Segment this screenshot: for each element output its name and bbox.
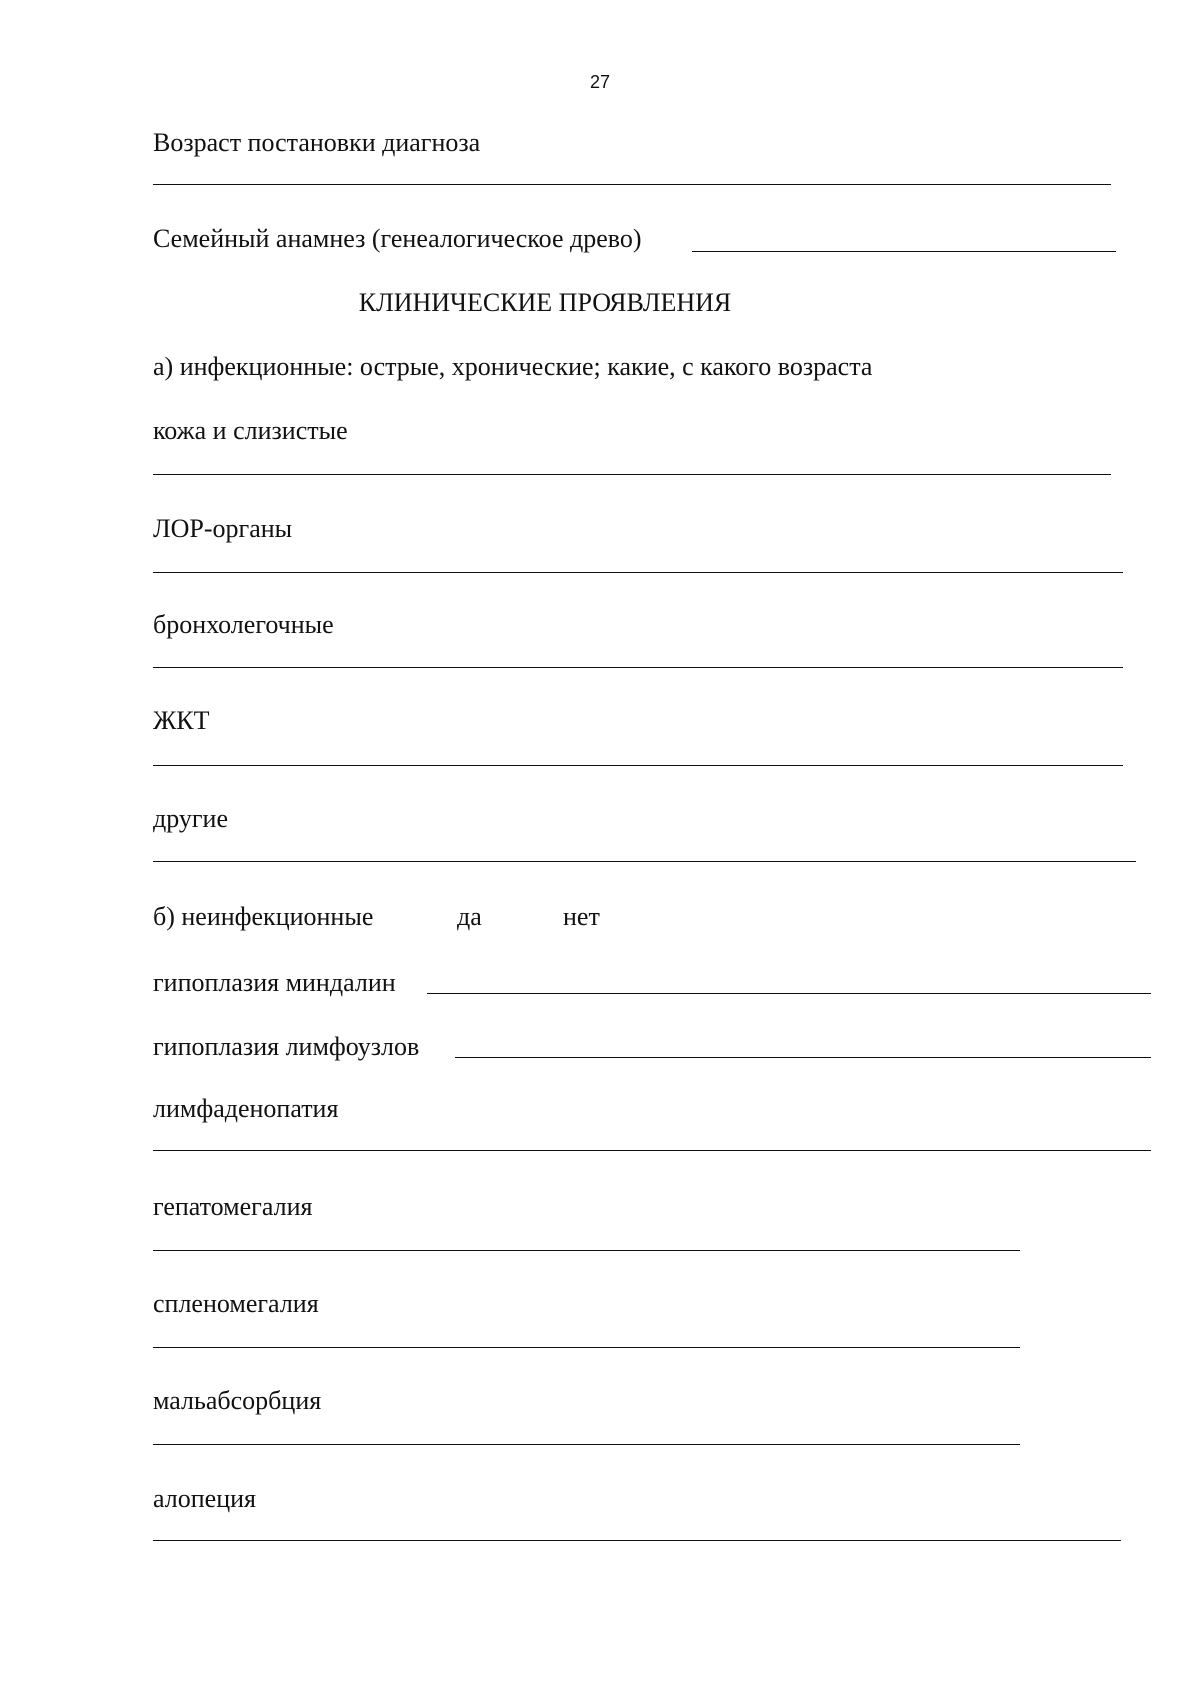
lymphadenopathy-field[interactable] — [153, 1150, 1151, 1151]
alopecia-field[interactable] — [153, 1540, 1121, 1541]
splenomegaly-label: спленомегалия — [153, 1289, 319, 1318]
diagnosis-age-label: Возраст постановки диагноза — [153, 128, 481, 157]
tonsil-hypoplasia-field[interactable] — [427, 993, 1151, 994]
family-history-field[interactable] — [692, 251, 1116, 252]
gi-tract-label: ЖКТ — [153, 706, 210, 735]
ent-organs-field[interactable] — [153, 572, 1123, 573]
tonsil-hypoplasia-label: гипоплазия миндалин — [153, 968, 396, 997]
no-option[interactable]: нет — [563, 902, 600, 931]
skin-mucosa-field[interactable] — [153, 474, 1111, 475]
hepatomegaly-field[interactable] — [153, 1250, 1020, 1251]
other-infections-label: другие — [153, 804, 229, 833]
other-infections-field[interactable] — [153, 861, 1136, 862]
hepatomegaly-label: гепатомегалия — [153, 1192, 313, 1221]
section-title: КЛИНИЧЕСКИЕ ПРОЯВЛЕНИЯ — [358, 288, 732, 317]
splenomegaly-field[interactable] — [153, 1347, 1020, 1348]
lymphadenopathy-label: лимфаденопатия — [153, 1094, 339, 1123]
malabsorption-field[interactable] — [153, 1444, 1020, 1445]
bronchopulmonary-field[interactable] — [153, 667, 1123, 668]
bronchopulmonary-label: бронхолегочные — [153, 610, 334, 639]
infectious-heading: а) инфекционные: острые, хронические; какие, с какого возраста — [153, 352, 873, 381]
ent-organs-label: ЛОР-органы — [153, 514, 293, 543]
alopecia-label: алопеция — [153, 1484, 256, 1513]
noninfectious-heading: б) неинфекционные — [153, 902, 374, 931]
gi-tract-field[interactable] — [153, 765, 1123, 766]
yes-option[interactable]: да — [457, 902, 482, 931]
lymph-node-hypoplasia-label: гипоплазия лимфоузлов — [153, 1032, 420, 1061]
skin-mucosa-label: кожа и слизистые — [153, 416, 348, 445]
family-history-label: Семейный анамнез (генеалогическое древо) — [153, 224, 642, 253]
diagnosis-age-field[interactable] — [153, 184, 1111, 185]
lymph-node-hypoplasia-field[interactable] — [455, 1057, 1151, 1058]
page-number: 27 — [589, 72, 611, 92]
malabsorption-label: мальабсорбция — [153, 1386, 322, 1415]
